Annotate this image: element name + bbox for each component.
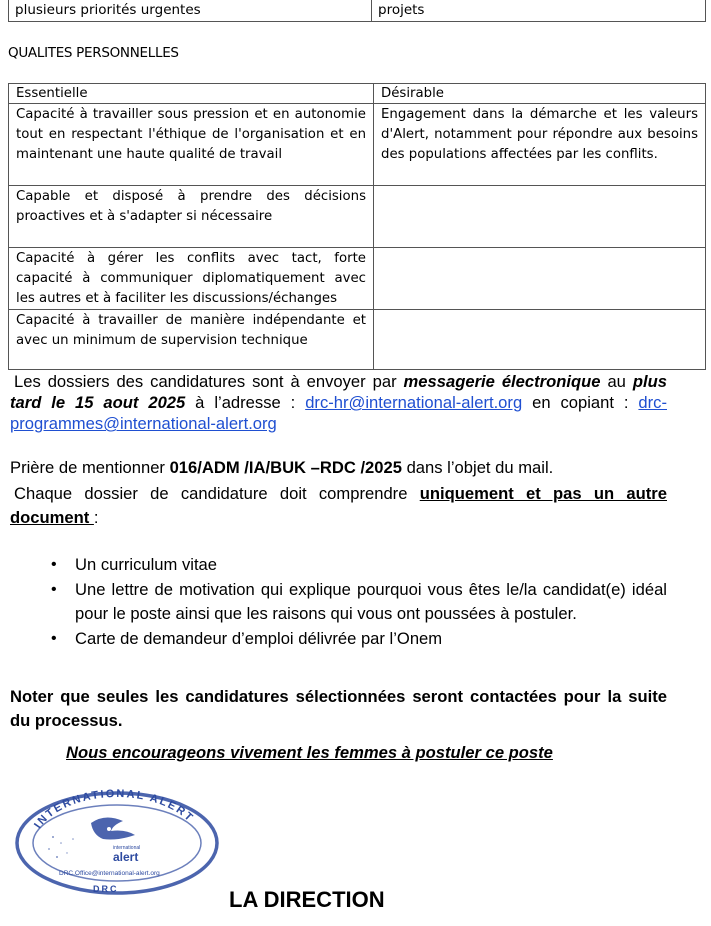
- reference-paragraph: Prière de mentionner 016/ADM /IA/BUK –RDC /2025 dans l’objet du mail.: [10, 458, 554, 477]
- desirable-cell: [374, 310, 706, 370]
- dove-icon: [91, 817, 135, 839]
- section-title: QUALITES PERSONNELLES: [8, 45, 179, 61]
- encouragement-line: Nous encourageons vivement les femmes à postuler ce poste: [66, 743, 553, 762]
- essential-cell: Capable et disposé à prendre des décisions proactives et à s'adapter si nécessaire: [9, 186, 374, 248]
- table-row: [9, 310, 706, 370]
- application-paragraph: Les dossiers des candidatures sont à envoyer par messagerie électronique au plus tard le 15 aout 2025 à l’adresse : drc-hr@international-alert.org en copiant : drc-programmes@international-alert.org: [10, 372, 667, 433]
- stamp-email: DRC.Office@international-alert.org: [59, 870, 160, 877]
- essential-cell: Capacité à gérer les conflits avec tact, forte capacité à communiquer diplomatiquement avec les autres et à faciliter les discussions/échanges: [9, 248, 374, 310]
- table-row: [9, 104, 706, 186]
- header-essential: Essentielle: [9, 84, 374, 104]
- table-cell-left: plusieurs priorités urgentes: [9, 0, 372, 22]
- organization-stamp: [13, 783, 221, 895]
- header-desirable: Désirable: [374, 84, 706, 104]
- qualities-table: [8, 83, 706, 370]
- table-row: [9, 0, 706, 22]
- stamp-logo-small: international: [113, 845, 141, 851]
- stamp-logo-word: alert: [113, 850, 139, 864]
- stamp-ink-specks: [48, 836, 74, 858]
- table-cell-right: projets: [372, 0, 706, 22]
- selection-note: Noter que seules les candidatures sélectionnées seront contactées pour la suite du processus.: [10, 687, 667, 730]
- reference-code: 016/ADM /IA/BUK –RDC /2025: [169, 458, 402, 477]
- email-link-programmes[interactable]: drc-programmes@international-alert.org: [10, 393, 667, 433]
- table-row: [9, 186, 706, 248]
- list-item: • Une lettre de motivation qui explique pourquoi vous êtes le/la candidat(e) idéal pour le poste ainsi que les raisons qui vous ont poussées à postuler.: [75, 578, 667, 626]
- desirable-cell: [374, 186, 706, 248]
- list-item: • Un curriculum vitae: [75, 553, 667, 577]
- essential-cell: Capacité à travailler sous pression et en autonomie tout en respectant l'éthique de l'organisation et en maintenant une haute qualité de travail: [9, 104, 374, 186]
- required-documents-list: [10, 553, 667, 652]
- table-row: [9, 248, 706, 310]
- email-link-hr[interactable]: drc-hr@international-alert.org: [305, 393, 523, 412]
- contents-paragraph: Chaque dossier de candidature doit comprendre uniquement et pas un autre document :: [10, 484, 667, 527]
- emphasis-only: uniquement et pas un autre document: [10, 484, 667, 527]
- stamp-arc-text: INTERNATIONAL ALERT: [32, 787, 197, 831]
- stamp-bottom-text: DRC: [93, 884, 119, 894]
- essential-cell: Capacité à travailler de manière indépendante et avec un minimum de supervision technique: [9, 310, 374, 370]
- desirable-cell: Engagement dans la démarche et les valeurs d'Alert, notamment pour répondre aux besoins des populations affectées par les conflits.: [374, 104, 706, 186]
- list-item: • Carte de demandeur d’emploi délivrée par l’Onem: [75, 627, 667, 651]
- emphasis-email: messagerie électronique: [403, 372, 601, 391]
- table-header-row: [9, 84, 706, 104]
- previous-table-fragment: [8, 0, 706, 22]
- deadline: plus tard le 15 aout 2025: [10, 372, 667, 412]
- signature-line: LA DIRECTION: [229, 887, 385, 912]
- desirable-cell: [374, 248, 706, 310]
